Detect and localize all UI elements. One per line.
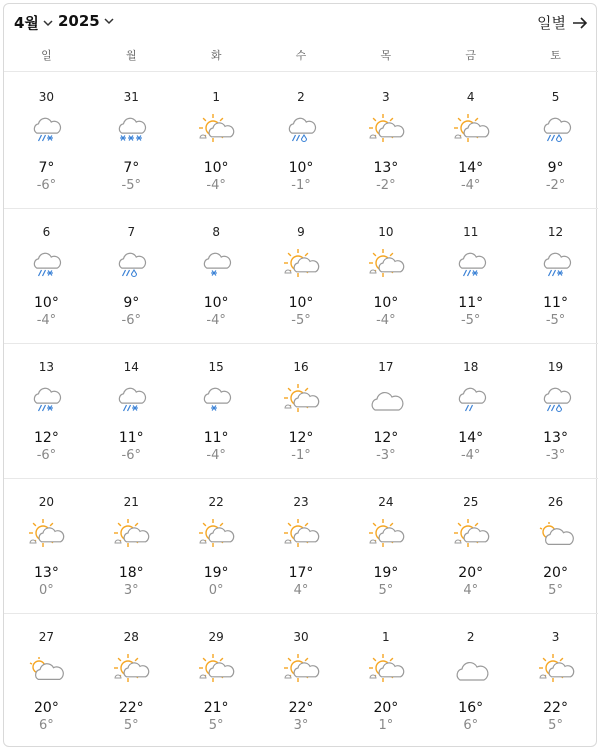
day-number: 28 bbox=[123, 630, 139, 644]
chevron-down-icon bbox=[103, 15, 115, 27]
high-temperature: 13° bbox=[543, 430, 568, 446]
high-temperature: 10° bbox=[288, 295, 314, 311]
high-temperature: 19° bbox=[203, 565, 229, 581]
chevron-down-icon bbox=[42, 17, 54, 29]
rain-snow-icon bbox=[25, 384, 67, 416]
calendar-day-cell[interactable] bbox=[343, 74, 428, 208]
low-temperature: -5° bbox=[121, 178, 141, 193]
low-temperature: -1° bbox=[291, 178, 311, 193]
day-number: 15 bbox=[208, 360, 224, 374]
sun-cloud-icon bbox=[450, 519, 492, 551]
low-temperature: -5° bbox=[291, 313, 311, 328]
day-number: 30 bbox=[293, 630, 309, 644]
low-temperature: 5° bbox=[208, 718, 224, 733]
high-temperature: 11° bbox=[543, 295, 568, 311]
high-temperature: 10° bbox=[34, 295, 59, 311]
low-temperature: -5° bbox=[545, 313, 566, 328]
calendar-day-cell[interactable] bbox=[428, 479, 513, 613]
weekday-header-row bbox=[4, 44, 598, 72]
rain-snow-icon bbox=[25, 249, 67, 281]
high-temperature: 21° bbox=[203, 700, 229, 716]
day-number: 1 bbox=[212, 90, 220, 104]
day-number: 17 bbox=[378, 360, 394, 374]
high-temperature: 13° bbox=[34, 565, 59, 581]
sun-cloud-icon bbox=[535, 654, 577, 686]
calendar-day-cell[interactable] bbox=[343, 614, 428, 749]
high-temperature: 11° bbox=[203, 430, 229, 446]
calendar-header bbox=[4, 4, 598, 40]
rain-snow-icon bbox=[110, 384, 152, 416]
daily-view-link[interactable] bbox=[537, 12, 588, 33]
sun-cloud-icon bbox=[280, 519, 322, 551]
calendar-day-cell[interactable] bbox=[343, 344, 428, 478]
partly-cloudy-icon bbox=[25, 654, 67, 686]
low-temperature: -3° bbox=[376, 448, 396, 463]
low-temperature: 3° bbox=[123, 583, 139, 598]
high-temperature: 10° bbox=[203, 160, 229, 176]
high-temperature: 20° bbox=[543, 565, 568, 581]
calendar-day-cell[interactable] bbox=[174, 614, 259, 749]
low-temperature: -4° bbox=[206, 178, 226, 193]
calendar-day-cell[interactable] bbox=[259, 209, 344, 343]
sun-cloud-icon bbox=[195, 654, 237, 686]
low-temperature: -1° bbox=[291, 448, 311, 463]
rain-snow-icon bbox=[25, 114, 67, 146]
day-number: 10 bbox=[378, 225, 394, 239]
day-number: 11 bbox=[463, 225, 479, 239]
low-temperature: 5° bbox=[548, 583, 563, 598]
day-number: 24 bbox=[378, 495, 394, 509]
low-temperature: 5° bbox=[378, 583, 394, 598]
low-temperature: -4° bbox=[376, 313, 396, 328]
high-temperature: 12° bbox=[288, 430, 314, 446]
calendar-day-cell[interactable] bbox=[89, 479, 174, 613]
calendar-week-row bbox=[4, 209, 598, 344]
low-temperature: -6° bbox=[121, 313, 141, 328]
high-temperature: 12° bbox=[34, 430, 59, 446]
calendar-day-cell[interactable] bbox=[89, 74, 174, 208]
weekday-label: 목 bbox=[380, 49, 392, 62]
day-number: 20 bbox=[38, 495, 55, 509]
sun-cloud-icon bbox=[110, 519, 152, 551]
rain-snow-icon bbox=[535, 249, 577, 281]
calendar-day-cell[interactable] bbox=[259, 74, 344, 208]
sun-cloud-icon bbox=[195, 519, 237, 551]
weather-calendar-panel bbox=[3, 3, 597, 747]
low-temperature: 4° bbox=[293, 583, 309, 598]
sun-cloud-icon bbox=[280, 654, 322, 686]
year-label: 2025 bbox=[58, 12, 100, 30]
sun-cloud-icon bbox=[365, 519, 407, 551]
calendar-day-cell[interactable] bbox=[259, 479, 344, 613]
low-temperature: -6° bbox=[121, 448, 141, 463]
cloud-icon bbox=[450, 654, 492, 686]
high-temperature: 22° bbox=[288, 700, 314, 716]
calendar-day-cell[interactable] bbox=[4, 209, 89, 343]
high-temperature: 22° bbox=[118, 700, 144, 716]
calendar-day-cell[interactable] bbox=[343, 209, 428, 343]
day-number: 23 bbox=[293, 495, 309, 509]
calendar-day-cell[interactable] bbox=[174, 344, 259, 478]
calendar-day-cell[interactable] bbox=[4, 479, 89, 613]
sun-cloud-icon bbox=[280, 249, 322, 281]
low-temperature: -2° bbox=[545, 178, 566, 193]
sun-cloud-icon bbox=[25, 519, 67, 551]
high-temperature: 12° bbox=[373, 430, 399, 446]
high-temperature: 19° bbox=[373, 565, 399, 581]
calendar-day-cell[interactable] bbox=[428, 74, 513, 208]
day-number: 7 bbox=[127, 225, 136, 239]
low-temperature: 6° bbox=[463, 718, 479, 733]
light-snow-icon bbox=[195, 384, 237, 416]
calendar-day-cell[interactable] bbox=[89, 614, 174, 749]
low-temperature: 1° bbox=[378, 718, 394, 733]
weekday-label: 금 bbox=[465, 49, 477, 62]
day-number: 9 bbox=[297, 225, 305, 239]
rain-icon bbox=[450, 384, 492, 416]
light-snow-icon bbox=[195, 249, 237, 281]
calendar-day-cell[interactable] bbox=[89, 209, 174, 343]
calendar-week-row bbox=[4, 479, 598, 614]
day-number: 14 bbox=[123, 360, 139, 374]
calendar-day-cell[interactable] bbox=[4, 344, 89, 478]
day-number: 18 bbox=[463, 360, 479, 374]
month-label: 4월 bbox=[14, 14, 39, 32]
low-temperature: 6° bbox=[39, 718, 54, 733]
low-temperature: -4° bbox=[460, 448, 481, 463]
calendar-day-cell[interactable] bbox=[259, 344, 344, 478]
low-temperature: 5° bbox=[123, 718, 139, 733]
calendar-day-cell[interactable] bbox=[89, 344, 174, 478]
day-number: 3 bbox=[382, 90, 390, 104]
day-number: 19 bbox=[547, 360, 564, 374]
day-number: 27 bbox=[38, 630, 55, 644]
arrow-right-icon bbox=[572, 16, 588, 30]
calendar-day-cell[interactable] bbox=[428, 344, 513, 478]
calendar-day-cell[interactable] bbox=[513, 209, 598, 343]
low-temperature: -4° bbox=[460, 178, 481, 193]
view-toggle-label: 일별 bbox=[537, 14, 566, 32]
calendar-day-cell[interactable] bbox=[513, 74, 598, 208]
high-temperature: 10° bbox=[203, 295, 229, 311]
calendar-day-cell[interactable] bbox=[513, 479, 598, 613]
day-number: 1 bbox=[382, 630, 390, 644]
day-number: 5 bbox=[551, 90, 560, 104]
low-temperature: 0° bbox=[39, 583, 54, 598]
rain-drop-icon bbox=[535, 114, 577, 146]
rain-drop-icon bbox=[535, 384, 577, 416]
low-temperature: -4° bbox=[206, 448, 226, 463]
day-number: 22 bbox=[208, 495, 224, 509]
high-temperature: 9° bbox=[547, 160, 564, 176]
low-temperature: -4° bbox=[206, 313, 226, 328]
high-temperature: 10° bbox=[373, 295, 399, 311]
weekday-label: 토 bbox=[550, 49, 561, 62]
cloud-icon bbox=[365, 384, 407, 416]
low-temperature: -5° bbox=[460, 313, 481, 328]
high-temperature: 7° bbox=[123, 160, 140, 176]
day-number: 25 bbox=[463, 495, 479, 509]
high-temperature: 13° bbox=[373, 160, 399, 176]
calendar-day-cell[interactable] bbox=[428, 209, 513, 343]
low-temperature: -4° bbox=[36, 313, 57, 328]
high-temperature: 14° bbox=[458, 430, 484, 446]
high-temperature: 20° bbox=[373, 700, 399, 716]
high-temperature: 11° bbox=[458, 295, 484, 311]
calendar-day-cell[interactable] bbox=[174, 74, 259, 208]
rain-drop-icon bbox=[280, 114, 322, 146]
high-temperature: 20° bbox=[458, 565, 484, 581]
calendar-grid bbox=[4, 74, 598, 749]
calendar-week-row bbox=[4, 614, 598, 749]
day-number: 13 bbox=[38, 360, 55, 374]
calendar-day-cell[interactable] bbox=[4, 614, 89, 749]
high-temperature: 20° bbox=[34, 700, 59, 716]
day-number: 26 bbox=[547, 495, 564, 509]
month-selector[interactable] bbox=[14, 12, 54, 33]
low-temperature: 0° bbox=[208, 583, 224, 598]
low-temperature: 4° bbox=[463, 583, 479, 598]
day-number: 29 bbox=[208, 630, 224, 644]
snow-icon bbox=[110, 114, 152, 146]
calendar-day-cell[interactable] bbox=[259, 614, 344, 749]
high-temperature: 11° bbox=[118, 430, 144, 446]
day-number: 31 bbox=[123, 90, 139, 104]
calendar-day-cell[interactable] bbox=[4, 74, 89, 208]
low-temperature: -2° bbox=[376, 178, 396, 193]
day-number: 4 bbox=[466, 90, 475, 104]
low-temperature: 3° bbox=[293, 718, 309, 733]
low-temperature: -3° bbox=[545, 448, 566, 463]
high-temperature: 14° bbox=[458, 160, 484, 176]
calendar-day-cell[interactable] bbox=[428, 614, 513, 749]
calendar-week-row bbox=[4, 344, 598, 479]
calendar-day-cell[interactable] bbox=[174, 479, 259, 613]
day-number: 2 bbox=[466, 630, 475, 644]
sun-cloud-icon bbox=[195, 114, 237, 146]
high-temperature: 10° bbox=[288, 160, 314, 176]
sun-cloud-icon bbox=[365, 249, 407, 281]
day-number: 2 bbox=[297, 90, 305, 104]
day-number: 30 bbox=[38, 90, 55, 104]
rain-drop-icon bbox=[110, 249, 152, 281]
rain-snow-icon bbox=[450, 249, 492, 281]
high-temperature: 7° bbox=[38, 160, 55, 176]
high-temperature: 9° bbox=[123, 295, 140, 311]
sun-cloud-icon bbox=[450, 114, 492, 146]
sun-cloud-icon bbox=[110, 654, 152, 686]
calendar-week-row bbox=[4, 74, 598, 209]
high-temperature: 22° bbox=[543, 700, 568, 716]
low-temperature: -6° bbox=[36, 178, 57, 193]
partly-cloudy-icon bbox=[535, 519, 577, 551]
calendar-day-cell[interactable] bbox=[513, 344, 598, 478]
day-number: 6 bbox=[42, 225, 51, 239]
day-number: 12 bbox=[547, 225, 564, 239]
sun-cloud-icon bbox=[365, 114, 407, 146]
low-temperature: 5° bbox=[548, 718, 563, 733]
low-temperature: -6° bbox=[36, 448, 57, 463]
day-number: 16 bbox=[293, 360, 309, 374]
weekday-label: 수 bbox=[295, 49, 307, 62]
calendar-day-cell[interactable] bbox=[174, 209, 259, 343]
year-selector[interactable] bbox=[58, 12, 115, 30]
calendar-day-cell[interactable] bbox=[513, 614, 598, 749]
weekday-label: 월 bbox=[125, 49, 137, 62]
high-temperature: 16° bbox=[458, 700, 484, 716]
day-number: 8 bbox=[212, 225, 220, 239]
day-number: 21 bbox=[123, 495, 139, 509]
sun-cloud-icon bbox=[280, 384, 322, 416]
sun-cloud-icon bbox=[365, 654, 407, 686]
calendar-day-cell[interactable] bbox=[343, 479, 428, 613]
high-temperature: 17° bbox=[288, 565, 314, 581]
weekday-label: 화 bbox=[210, 49, 222, 62]
high-temperature: 18° bbox=[118, 565, 144, 581]
day-number: 3 bbox=[551, 630, 560, 644]
weekday-label: 일 bbox=[41, 49, 52, 62]
